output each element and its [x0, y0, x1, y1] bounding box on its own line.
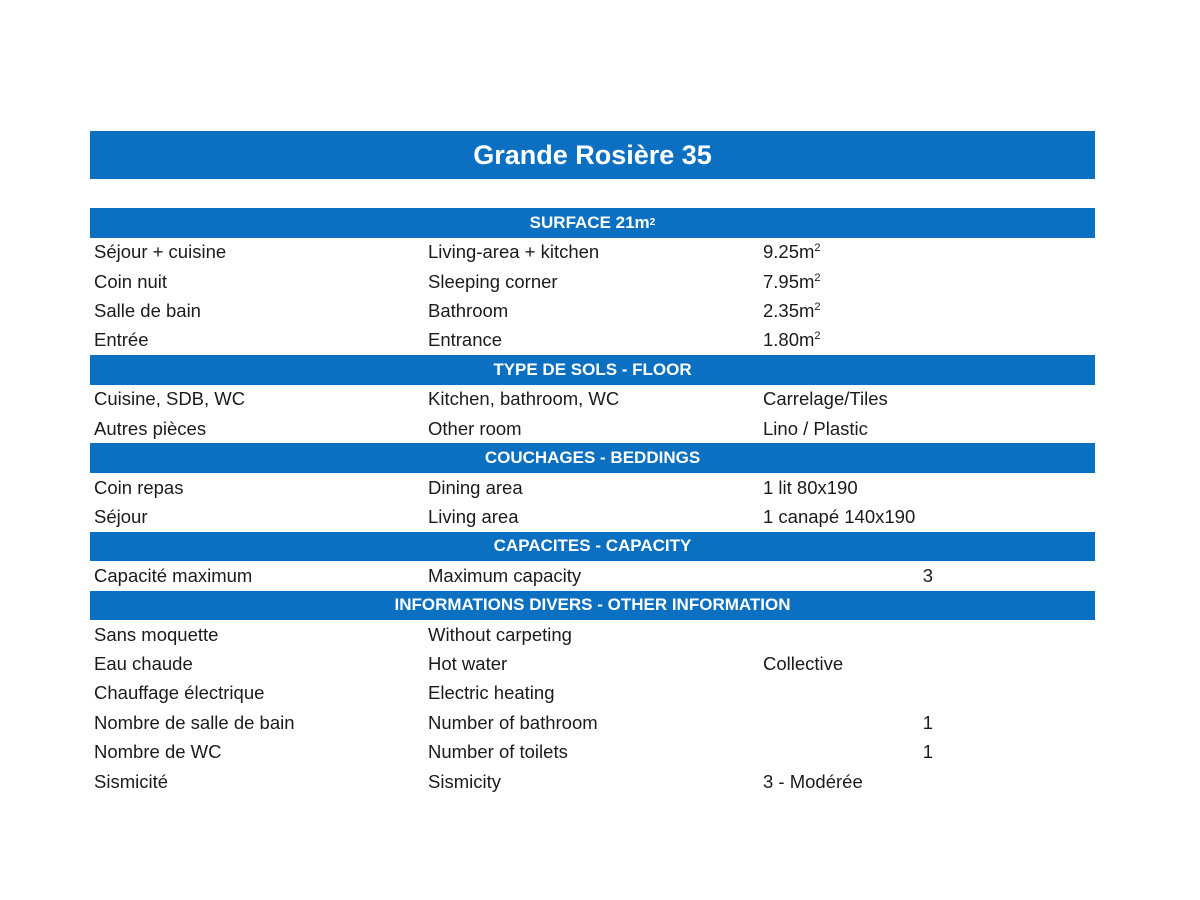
table-row: [90, 708, 1095, 737]
table-row: [90, 414, 1095, 443]
table-row: [90, 385, 1095, 414]
value-cell: 3 - Modérée: [763, 770, 863, 792]
table-row: [90, 267, 1095, 296]
label-french: Entrée: [94, 329, 149, 351]
label-french: Coin nuit: [94, 270, 168, 292]
label-english: Sismicity: [428, 770, 501, 792]
label-french: Séjour + cuisine: [94, 241, 227, 263]
label-french: Séjour: [94, 505, 148, 527]
label-french: Nombre de salle de bain: [94, 711, 295, 733]
page-title: Grande Rosière 35: [90, 131, 1095, 179]
label-french: Nombre de WC: [94, 741, 222, 763]
label-english: Kitchen, bathroom, WC: [428, 388, 620, 410]
label-french: Coin repas: [94, 476, 184, 498]
label-english: Living area: [428, 505, 519, 527]
label-french: Autres pièces: [94, 417, 207, 439]
value-cell: 1: [922, 711, 933, 733]
label-english: Living-area + kitchen: [428, 241, 600, 263]
table-row: [90, 620, 1095, 649]
table-row: [90, 561, 1095, 590]
table-row: [90, 296, 1095, 325]
property-details-table: [90, 208, 1095, 796]
label-english: Dining area: [428, 476, 523, 498]
table-row: [90, 502, 1095, 531]
table-row: [90, 767, 1095, 796]
label-english: Number of toilets: [428, 741, 568, 763]
label-french: Sismicité: [94, 770, 169, 792]
label-english: Number of bathroom: [428, 711, 598, 733]
label-french: Eau chaude: [94, 653, 193, 675]
value-cell: $7.95m^2$: [763, 270, 821, 292]
label-french: Capacité maximum: [94, 564, 253, 586]
label-english: Sleeping corner: [428, 270, 558, 292]
table-row: [90, 738, 1095, 767]
label-english: Maximum capacity: [428, 564, 582, 586]
table-row: [90, 679, 1095, 708]
value-cell: Collective: [763, 653, 844, 675]
value-cell: Lino / Plastic: [763, 417, 868, 439]
label-french: Chauffage électrique: [94, 682, 265, 704]
value-cell: 1 canapé 140x190: [763, 505, 916, 527]
table-row: [90, 649, 1095, 678]
section-header: SURFACE 21m 2: [90, 208, 1095, 238]
value-cell: 1 lit 80x190: [763, 476, 858, 498]
label-english: Bathroom: [428, 299, 509, 321]
label-english: Without carpeting: [428, 623, 572, 645]
value-cell: $1.80m^2$: [763, 329, 821, 351]
section-header: TYPE DE SOLS - FLOOR: [90, 355, 1095, 385]
value-cell: 1: [922, 741, 933, 763]
label-english: Electric heating: [428, 682, 555, 704]
label-french: Sans moquette: [94, 623, 219, 645]
table-row: [90, 473, 1095, 502]
section-header: COUCHAGES - BEDDINGS: [90, 443, 1095, 473]
section-header: CAPACITES - CAPACITY: [90, 532, 1095, 562]
value-cell: $2.35m^2$: [763, 299, 821, 321]
value-cell: 3: [922, 564, 933, 586]
label-french: Cuisine, SDB, WC: [94, 388, 246, 410]
label-english: Entrance: [428, 329, 503, 351]
label-french: Salle de bain: [94, 299, 201, 321]
value-cell: Carrelage/Tiles: [763, 388, 888, 410]
table-row: [90, 238, 1095, 267]
label-english: Other room: [428, 417, 522, 439]
table-row: [90, 326, 1095, 355]
label-english: Hot water: [428, 653, 508, 675]
section-header: INFORMATIONS DIVERS - OTHER INFORMATION: [90, 591, 1095, 621]
value-cell: $9.25m^2$: [763, 241, 821, 263]
